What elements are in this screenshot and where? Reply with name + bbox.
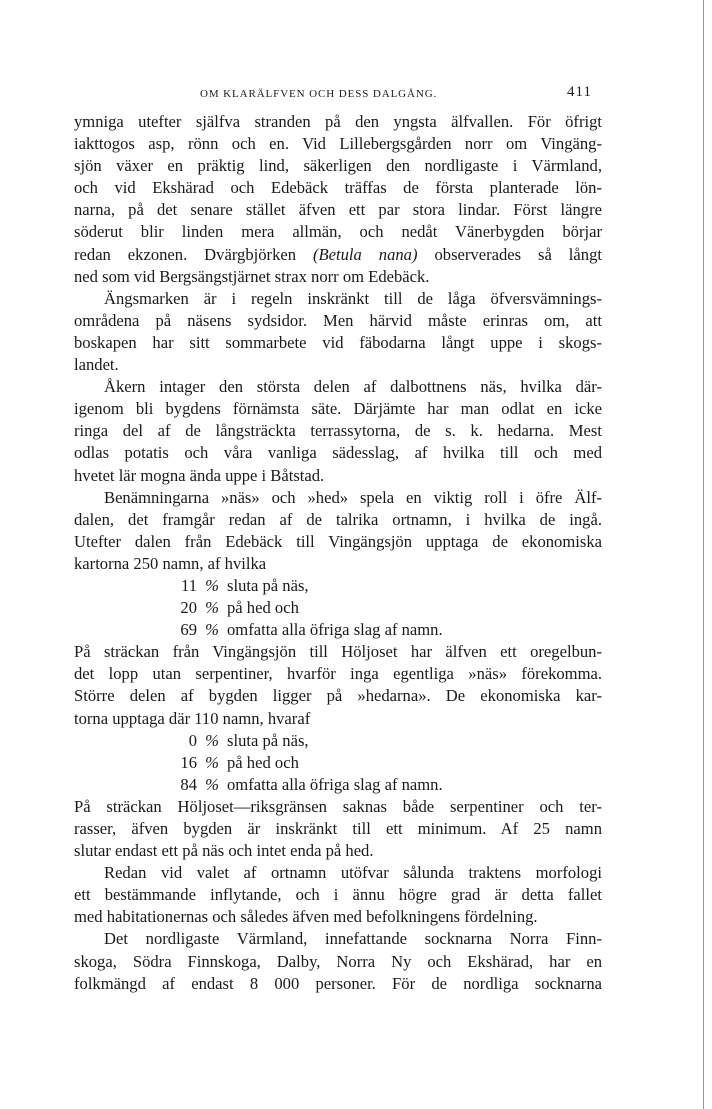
text-line: igenom bli bygdens förnämsta säte. Därjämte har man odlat en icke bbox=[74, 399, 602, 419]
text-line: Redan vid valet af ortnamn utöfvar sålunda traktens morfologi bbox=[104, 863, 602, 883]
text-line: söderut blir linden mera allmän, och nedåt Vänerbygden börjar bbox=[74, 222, 602, 242]
text-line: På sträckan Höljoset—riksgränsen saknas både serpentiner och ter- bbox=[74, 796, 602, 816]
page-number: 411 bbox=[567, 84, 592, 100]
percentage-text: på hed och bbox=[227, 598, 299, 618]
paragraph-border bbox=[74, 796, 602, 862]
percentage-text: på hed och bbox=[227, 752, 299, 772]
text-line: slutar endast ett på näs och intet enda på hed. bbox=[74, 841, 374, 861]
paragraph-place-names bbox=[74, 487, 602, 575]
percentage-row bbox=[74, 752, 602, 774]
text-line: ned som vid Bergsängstjärnet strax norr om Edebäck. bbox=[74, 266, 430, 286]
page-header bbox=[0, 84, 712, 106]
text-line: kartorna 250 namn, af hvilka bbox=[74, 553, 267, 573]
text-line: Utefter dalen från Edebäck till Vingängsjön upptaga de ekonomiska bbox=[74, 531, 602, 551]
percentage-value: 69 bbox=[180, 620, 197, 640]
text-line: iakttogos asp, rönn och en. Vid Lillebergsgården norr om Vingäng- bbox=[74, 134, 602, 154]
text-line: narna, på det senare stället äfven ett par stora lindar. Först längre bbox=[74, 200, 602, 220]
text-line: skoga, Södra Finnskoga, Dalby, Norra Ny och Ekshärad, har en bbox=[74, 951, 602, 971]
percent-sign: % bbox=[205, 598, 219, 618]
text-line: ymniga utefter själfva stranden på den yngsta älfvallen. För öfrigt bbox=[74, 112, 602, 131]
text-line bbox=[74, 244, 602, 266]
text-line: folkmängd af endast 8 000 personer. För de nordliga socknarna bbox=[74, 973, 602, 993]
page-edge-line bbox=[703, 0, 704, 1109]
text-line: Större delen af bygden ligger på »hedarna». De ekonomiska kar- bbox=[74, 686, 602, 706]
percentage-list-1 bbox=[74, 575, 602, 641]
percentage-row bbox=[74, 730, 602, 752]
text-line: Benämningarna »näs» och »hed» spela en viktig roll i öfre Älf- bbox=[104, 487, 602, 507]
percent-sign: % bbox=[205, 730, 219, 750]
paragraph-holjoset bbox=[74, 641, 602, 729]
percent-sign: % bbox=[205, 774, 219, 794]
text-line: det lopp utan serpentiner, hvarför inga egentliga »näs» förekomma. bbox=[74, 664, 602, 684]
text-line: Ängsmarken är i regeln inskränkt till de låga öfversvämnings- bbox=[104, 288, 602, 308]
percent-sign: % bbox=[205, 752, 219, 772]
percentage-row bbox=[74, 774, 602, 796]
percent-sign: % bbox=[205, 575, 219, 595]
paragraph-morphology bbox=[74, 862, 602, 928]
text-line: Åkern intager den största delen af dalbottnens näs, hvilka där- bbox=[104, 377, 602, 397]
text-line: boskapen har sitt sommarbete vid fäbodarna långt uppe i skogs- bbox=[74, 332, 602, 352]
running-title: OM KLARÄLFVEN OCH DESS DALGÅNG. bbox=[200, 88, 438, 100]
percentage-row bbox=[74, 597, 602, 619]
body-text bbox=[74, 111, 602, 995]
text-line: På sträckan från Vingängsjön till Höljoset har älfven ett oregelbun- bbox=[74, 642, 602, 662]
text-line: dalen, det framgår redan af de talrika ortnamn, i hvilka de ingå. bbox=[74, 509, 602, 529]
text-line: ett bestämmande inflytande, och i ännu högre grad är detta fallet bbox=[74, 885, 602, 905]
percentage-text: sluta på näs, bbox=[227, 730, 309, 750]
percentage-value: 84 bbox=[180, 774, 197, 794]
percentage-value: 0 bbox=[188, 730, 197, 750]
percentage-text: omfatta alla öfriga slag af namn. bbox=[227, 620, 443, 640]
percentage-value: 11 bbox=[181, 575, 197, 595]
percentage-list-2 bbox=[74, 730, 602, 796]
text-line: torna upptaga där 110 namn, hvaraf bbox=[74, 708, 311, 728]
percentage-value: 16 bbox=[180, 752, 197, 772]
percentage-text: sluta på näs, bbox=[227, 575, 309, 595]
paragraph-meadow bbox=[74, 288, 602, 376]
percentage-row bbox=[74, 619, 602, 641]
latin-name: (Betula nana) bbox=[313, 244, 418, 264]
text-line: ringa del af de långsträckta terrassytorna, de s. k. hedarna. Mest bbox=[74, 421, 602, 441]
text-line: sjön växer en präktig lind, säkerligen den nordligaste i Värmland, bbox=[74, 156, 602, 176]
percentage-value: 20 bbox=[180, 598, 197, 618]
text-segment: observerades så långt bbox=[434, 244, 602, 264]
text-line: landet. bbox=[74, 355, 119, 375]
paragraph-farmland bbox=[74, 376, 602, 486]
percent-sign: % bbox=[205, 620, 219, 640]
text-line: rasser, äfven bygden är inskränkt till ett minimum. Af 25 namn bbox=[74, 819, 602, 838]
text-line: områdena på näsens sydsidor. Men härvid måste erinras om, att bbox=[74, 310, 602, 330]
text-segment: redan ekzonen. Dvärgbjörken bbox=[74, 244, 297, 264]
text-line: med habitationernas och således äfven med befolkningens fördelning. bbox=[74, 907, 538, 927]
paragraph-trees bbox=[74, 111, 602, 288]
text-line: och vid Ekshärad och Edebäck träffas de första planterade lön- bbox=[74, 178, 602, 198]
text-line: Det nordligaste Värmland, innefattande socknarna Norra Finn- bbox=[104, 929, 602, 949]
text-line: hvetet lär mogna ända uppe i Båtstad. bbox=[74, 465, 325, 485]
percentage-row bbox=[74, 575, 602, 597]
text-line: odlas potatis och våra vanliga sädesslag, af hvilka till och med bbox=[74, 443, 602, 463]
percentage-text: omfatta alla öfriga slag af namn. bbox=[227, 774, 443, 794]
paragraph-population bbox=[74, 928, 602, 994]
